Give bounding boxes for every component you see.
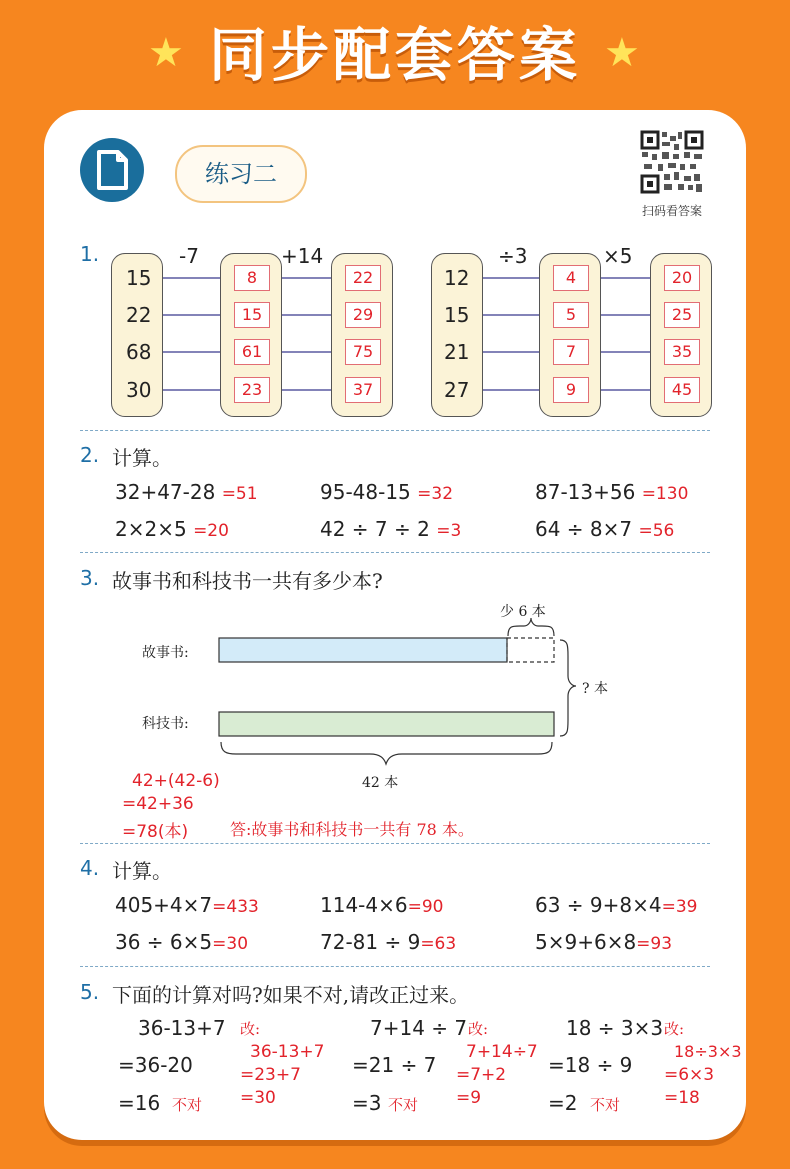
q4-item: 72-81 ÷ 9=63: [320, 930, 457, 954]
q2-item: 32+47-28 =51: [115, 480, 258, 504]
q1-answer-box: 45: [664, 377, 700, 403]
q1-answer-box: 20: [664, 265, 700, 291]
lesson-label: 练习二: [175, 145, 307, 203]
q1-value: 12: [444, 266, 470, 290]
q1-value: 21: [444, 340, 470, 364]
q1-left-op1: -7: [179, 244, 199, 268]
q5-fix-label: 改:: [468, 1020, 489, 1038]
q1-answer-box: 5: [553, 302, 589, 328]
q3-title: 故事书和科技书一共有多少本?: [112, 569, 383, 593]
q4-item: 36 ÷ 6×5=30: [115, 930, 249, 954]
q5-fix-line: 7+14÷7: [466, 1042, 538, 1062]
divider: [80, 966, 710, 967]
star-icon-right: ★: [604, 30, 640, 76]
total-label: ? 本: [582, 681, 608, 697]
q1-value: 27: [444, 378, 470, 402]
q5-step: =18 ÷ 9: [548, 1053, 633, 1077]
q5-title: 下面的计算对吗?如果不对,请改正过来。: [112, 983, 470, 1007]
q1-answer-box: 22: [345, 265, 381, 291]
q1-answer-box: 37: [345, 377, 381, 403]
q1-answer-box: 23: [234, 377, 270, 403]
q5-step: =3: [352, 1091, 382, 1115]
q1-right-op1: ÷3: [498, 244, 528, 268]
q5-fix-line: =9: [456, 1088, 482, 1108]
q2-item: 87-13+56 =130: [535, 480, 689, 504]
q2-item: 2×2×5 =20: [115, 517, 229, 541]
q5-fix-line: 36-13+7: [250, 1042, 325, 1062]
q1-answer-box: 35: [664, 339, 700, 365]
q2-number: 2.: [80, 443, 100, 467]
q1-answer-box: 75: [345, 339, 381, 365]
q5-step: =2: [548, 1091, 578, 1115]
q1-number: 1.: [80, 242, 100, 266]
q4-item: 114-4×6=90: [320, 893, 444, 917]
q3-answer: 答:故事书和科技书一共有 78 本。: [230, 820, 474, 839]
q1-answer-box: 8: [234, 265, 270, 291]
q4-title: 计算。: [112, 859, 172, 883]
q4-item: 63 ÷ 9+8×4=39: [535, 893, 698, 917]
story-label: 故事书:: [142, 645, 189, 661]
q5-step: =16: [118, 1091, 161, 1115]
star-icon-left: ★: [148, 30, 184, 76]
q5-fix-line: =23+7: [240, 1065, 301, 1085]
q2-item: 64 ÷ 8×7 =56: [535, 517, 675, 541]
q2-title: 计算。: [112, 446, 172, 470]
q5-fix-label: 改:: [240, 1020, 261, 1038]
q1-right-op2: ×5: [603, 244, 633, 268]
q1-left-op2: +14: [281, 244, 324, 268]
q2-item: 95-48-15 =32: [320, 480, 454, 504]
q5-verdict: 不对: [388, 1096, 419, 1114]
page-title: 同步配套答案: [208, 21, 581, 89]
qr-caption: 扫码看答案: [641, 204, 702, 218]
q1-value: 68: [126, 340, 152, 364]
q5-expression: 18 ÷ 3×3: [566, 1016, 664, 1040]
q1-answer-box: 4: [553, 265, 589, 291]
q5-fix-line: =30: [240, 1088, 276, 1108]
less-label: 少 6 本: [500, 604, 546, 620]
q5-step: =36-20: [118, 1053, 193, 1077]
q5-number: 5.: [80, 980, 100, 1004]
q5-fix-line: 18÷3×3: [674, 1042, 742, 1061]
q5-fix-line: =18: [664, 1088, 700, 1108]
q3-work-line: 42+(42-6): [132, 771, 220, 791]
tech-count-label: 42 本: [362, 775, 399, 791]
q3-work-line: =42+36: [122, 794, 194, 814]
q1-value: 22: [126, 303, 152, 327]
q5-verdict: 不对: [172, 1096, 203, 1114]
tech-label: 科技书:: [142, 716, 189, 732]
q1-answer-box: 7: [553, 339, 589, 365]
q1-answer-box: 25: [664, 302, 700, 328]
q3-work-line: =78(本): [122, 822, 189, 842]
q4-item: 5×9+6×8=93: [535, 930, 673, 954]
divider: [80, 843, 710, 844]
q5-fix-line: =6×3: [664, 1065, 715, 1085]
q4-number: 4.: [80, 856, 100, 880]
q5-step: =21 ÷ 7: [352, 1053, 437, 1077]
q1-value: 15: [444, 303, 470, 327]
q2-item: 42 ÷ 7 ÷ 2 =3: [320, 517, 462, 541]
q3-number: 3.: [80, 566, 100, 590]
q5-expression: 7+14 ÷ 7: [370, 1016, 468, 1040]
q4-item: 405+4×7=433: [115, 893, 259, 917]
q5-verdict: 不对: [590, 1096, 621, 1114]
q1-answer-box: 61: [234, 339, 270, 365]
q1-answer-box: 15: [234, 302, 270, 328]
q1-value: 15: [126, 266, 152, 290]
q5-fix-label: 改:: [664, 1020, 685, 1038]
q1-value: 30: [126, 378, 152, 402]
q1-answer-box: 9: [553, 377, 589, 403]
q5-fix-line: =7+2: [456, 1065, 507, 1085]
q1-answer-box: 29: [345, 302, 381, 328]
q5-expression: 36-13+7: [138, 1016, 226, 1040]
